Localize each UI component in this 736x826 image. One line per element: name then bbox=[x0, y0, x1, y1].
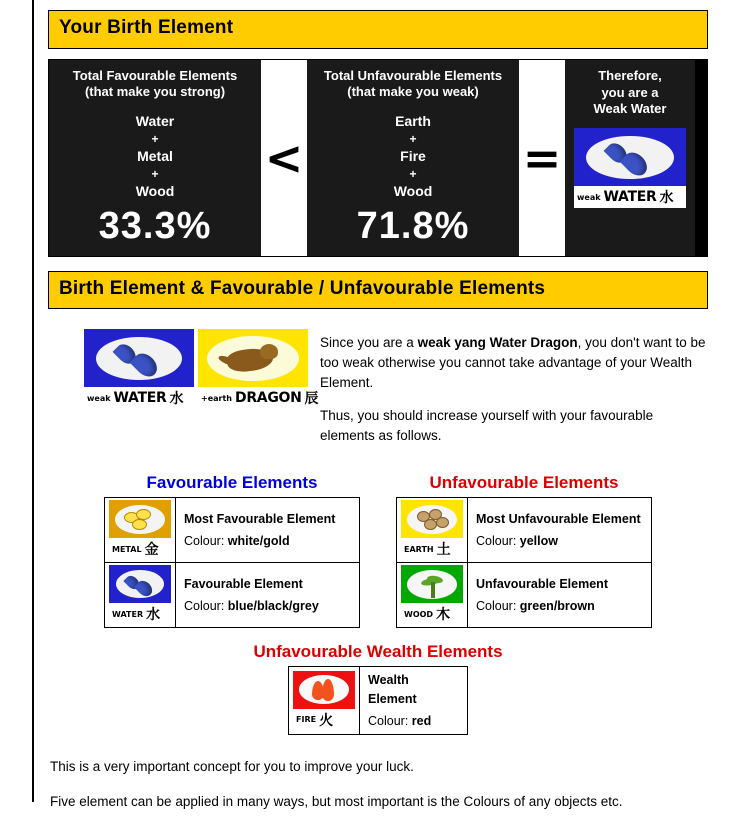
intro-paragraph-1 bbox=[320, 333, 708, 392]
favourable-column bbox=[104, 473, 360, 628]
tile-caption-big: WATER bbox=[603, 189, 657, 206]
unfavourable-percent: 71.8% bbox=[356, 204, 470, 247]
plus-sign: + bbox=[151, 167, 159, 182]
colour-label: Colour: bbox=[184, 598, 228, 613]
fire-tile-caption bbox=[293, 709, 355, 731]
colour-value: red bbox=[411, 713, 432, 728]
colour-value: blue/black/grey bbox=[227, 598, 319, 613]
metal-icon bbox=[109, 500, 171, 538]
element-label: Unfavourable Element bbox=[476, 576, 608, 591]
earth-tile bbox=[401, 500, 463, 560]
most-unfavourable-element-cell bbox=[468, 498, 652, 563]
water-oval-shape bbox=[116, 570, 164, 598]
metal-coin-icon bbox=[132, 519, 147, 530]
favourable-summary-subtitle: (that make you strong) bbox=[84, 83, 226, 99]
element-colour bbox=[476, 532, 643, 551]
earth-dragon-tile bbox=[198, 329, 319, 409]
tile-caption-small: WATER bbox=[112, 609, 144, 619]
element-columns bbox=[48, 473, 708, 628]
earth-icon-cell bbox=[397, 498, 468, 563]
colour-value: green/brown bbox=[519, 598, 595, 613]
tile-caption-han: 水 bbox=[659, 190, 674, 207]
tile-caption-big: DRAGON bbox=[235, 390, 302, 407]
colour-label: Colour: bbox=[476, 533, 520, 548]
tile-caption-han: 水 bbox=[146, 607, 161, 624]
tile-caption-han: 辰 bbox=[304, 391, 319, 408]
unfavourable-element-1: Earth bbox=[395, 113, 431, 130]
page-content bbox=[48, 10, 708, 826]
dragon-oval-shape bbox=[207, 336, 299, 381]
colour-value: yellow bbox=[519, 533, 558, 548]
footnotes bbox=[48, 757, 708, 812]
wood-oval-shape bbox=[407, 570, 457, 599]
favourable-element-3: Wood bbox=[135, 183, 175, 200]
water-icon bbox=[109, 565, 171, 603]
unfavourable-elements-table bbox=[396, 497, 652, 628]
favourable-summary-title: Total Favourable Elements bbox=[72, 67, 238, 83]
weak-water-tile bbox=[574, 128, 686, 208]
earth-tile-caption bbox=[401, 538, 463, 560]
unfavourable-element-cell bbox=[468, 563, 652, 628]
element-colour bbox=[184, 597, 351, 616]
water-icon-cell bbox=[105, 563, 176, 628]
tile-caption-han: 水 bbox=[169, 391, 184, 408]
fire-oval-shape bbox=[299, 675, 349, 704]
unfavourable-element-2: Fire bbox=[400, 148, 426, 165]
tile-caption-small: EARTH bbox=[404, 544, 434, 554]
favourable-summary-elements bbox=[136, 112, 175, 201]
wealth-elements-heading: Unfavourable Wealth Elements bbox=[253, 642, 503, 662]
water-oval-shape bbox=[586, 136, 673, 179]
intro-text bbox=[320, 329, 708, 459]
footnote-2: Five element can be applied in many ways, but most important is the Colours of any objects etc. bbox=[50, 793, 623, 809]
colour-label: Colour: bbox=[476, 598, 520, 613]
tile-caption-small: weak bbox=[577, 192, 601, 202]
unfavourable-summary-elements bbox=[394, 112, 433, 201]
water-tile-caption bbox=[109, 603, 171, 625]
wealth-elements-table bbox=[288, 666, 468, 735]
fire-icon-cell bbox=[289, 667, 360, 735]
favourable-element-1: Water bbox=[135, 113, 175, 130]
tile-caption-small: METAL bbox=[112, 544, 142, 554]
metal-tile bbox=[109, 500, 171, 560]
result-line-1: Therefore, bbox=[598, 67, 662, 83]
weak-water-tile bbox=[84, 329, 194, 409]
tile-caption-han: 木 bbox=[436, 607, 451, 624]
page-left-rule bbox=[32, 0, 34, 802]
comparison-operator-equals: = bbox=[519, 60, 565, 256]
earth-oval-shape bbox=[407, 505, 457, 534]
birth-element-banner: Your Birth Element bbox=[48, 10, 708, 49]
element-label: Most Unfavourable Element bbox=[476, 511, 641, 526]
colour-value: white/gold bbox=[227, 533, 290, 548]
earth-icon bbox=[401, 500, 463, 538]
tile-caption-han: 金 bbox=[144, 542, 159, 559]
water-tile bbox=[109, 565, 171, 625]
fire-icon bbox=[293, 671, 355, 709]
intro-paragraph-1-prefix: Since you are a bbox=[320, 335, 418, 351]
colour-label: Colour: bbox=[184, 533, 228, 548]
table-row bbox=[105, 563, 360, 628]
tile-caption-big: WATER bbox=[113, 390, 167, 407]
tile-caption-small: WOOD bbox=[404, 609, 434, 619]
intro-paragraph-1-suffix: , you don't want to be too weak otherwise you cannot take advantage of your Wealth Element. bbox=[320, 335, 706, 390]
element-colour bbox=[184, 532, 351, 551]
weak-water-tile-caption bbox=[574, 186, 686, 208]
element-label: Wealth Element bbox=[368, 673, 417, 706]
element-colour bbox=[368, 712, 459, 731]
wealth-element-cell bbox=[360, 667, 468, 735]
favourable-unfavourable-banner: Birth Element & Favourable / Unfavourable Elements bbox=[48, 271, 708, 310]
colour-label: Colour: bbox=[368, 713, 412, 728]
tile-caption-small: +earth bbox=[201, 393, 232, 403]
earth-dragon-tile-caption bbox=[198, 387, 319, 409]
unfavourable-summary-subtitle: (that make you weak) bbox=[347, 83, 479, 99]
wood-trunk-shape bbox=[431, 582, 435, 598]
favourable-summary-column bbox=[49, 60, 261, 256]
plus-sign: + bbox=[151, 132, 159, 147]
dragon-icon bbox=[198, 329, 308, 387]
element-label: Most Favourable Element bbox=[184, 511, 336, 526]
unfavourable-summary-title: Total Unfavourable Elements bbox=[323, 67, 503, 83]
comparison-operator-less-than: < bbox=[261, 60, 307, 256]
flame-icon bbox=[322, 679, 334, 701]
birth-element-summary-panel bbox=[48, 59, 708, 257]
wood-icon-cell bbox=[397, 563, 468, 628]
footnote-1: This is a very important concept for you to improve your luck. bbox=[50, 759, 414, 775]
water-icon bbox=[574, 128, 686, 186]
favourable-percent: 33.3% bbox=[98, 204, 212, 247]
element-colour bbox=[476, 597, 643, 616]
weak-water-tile-caption bbox=[84, 387, 194, 409]
metal-icon-cell bbox=[105, 498, 176, 563]
table-row bbox=[397, 563, 652, 628]
intro-paragraph-2: Thus, you should increase yourself with your favourable elements as follows. bbox=[320, 408, 654, 443]
intro-tiles bbox=[84, 329, 319, 409]
favourable-elements-heading: Favourable Elements bbox=[146, 473, 318, 493]
intro-block bbox=[48, 329, 708, 459]
most-favourable-element-cell bbox=[176, 498, 360, 563]
wealth-table-wrapper bbox=[48, 666, 708, 735]
fire-tile bbox=[293, 671, 355, 731]
table-row bbox=[105, 498, 360, 563]
tile-caption-han: 土 bbox=[436, 542, 451, 559]
tile-caption-small: FIRE bbox=[296, 715, 317, 725]
wood-tile bbox=[401, 565, 463, 625]
tile-caption-han: 火 bbox=[319, 712, 334, 729]
plus-sign: + bbox=[409, 167, 417, 182]
water-oval-shape bbox=[96, 337, 182, 380]
wood-icon bbox=[401, 565, 463, 603]
intro-paragraph-1-bold: weak yang Water Dragon bbox=[417, 335, 578, 351]
earth-pebble-icon bbox=[436, 517, 449, 528]
wood-tile-caption bbox=[401, 603, 463, 625]
earth-pebble-icon bbox=[424, 519, 437, 530]
unfavourable-elements-heading: Unfavourable Elements bbox=[429, 473, 619, 493]
metal-tile-caption bbox=[109, 538, 171, 560]
plus-sign: + bbox=[409, 132, 417, 147]
favourable-elements-table bbox=[104, 497, 360, 628]
result-line-2: you are a bbox=[601, 84, 659, 100]
result-summary-column bbox=[565, 60, 695, 256]
dragon-head-shape bbox=[260, 344, 278, 359]
tile-caption-small: weak bbox=[87, 393, 111, 403]
favourable-element-2: Metal bbox=[137, 148, 173, 165]
unfavourable-summary-column bbox=[307, 60, 519, 256]
unfavourable-column bbox=[396, 473, 652, 628]
favourable-element-cell bbox=[176, 563, 360, 628]
element-label: Favourable Element bbox=[184, 576, 303, 591]
metal-oval-shape bbox=[115, 505, 165, 534]
result-line-3: Weak Water bbox=[593, 101, 667, 117]
water-icon bbox=[84, 329, 194, 387]
table-row bbox=[397, 498, 652, 563]
unfavourable-element-3: Wood bbox=[393, 183, 433, 200]
table-row bbox=[289, 667, 468, 735]
